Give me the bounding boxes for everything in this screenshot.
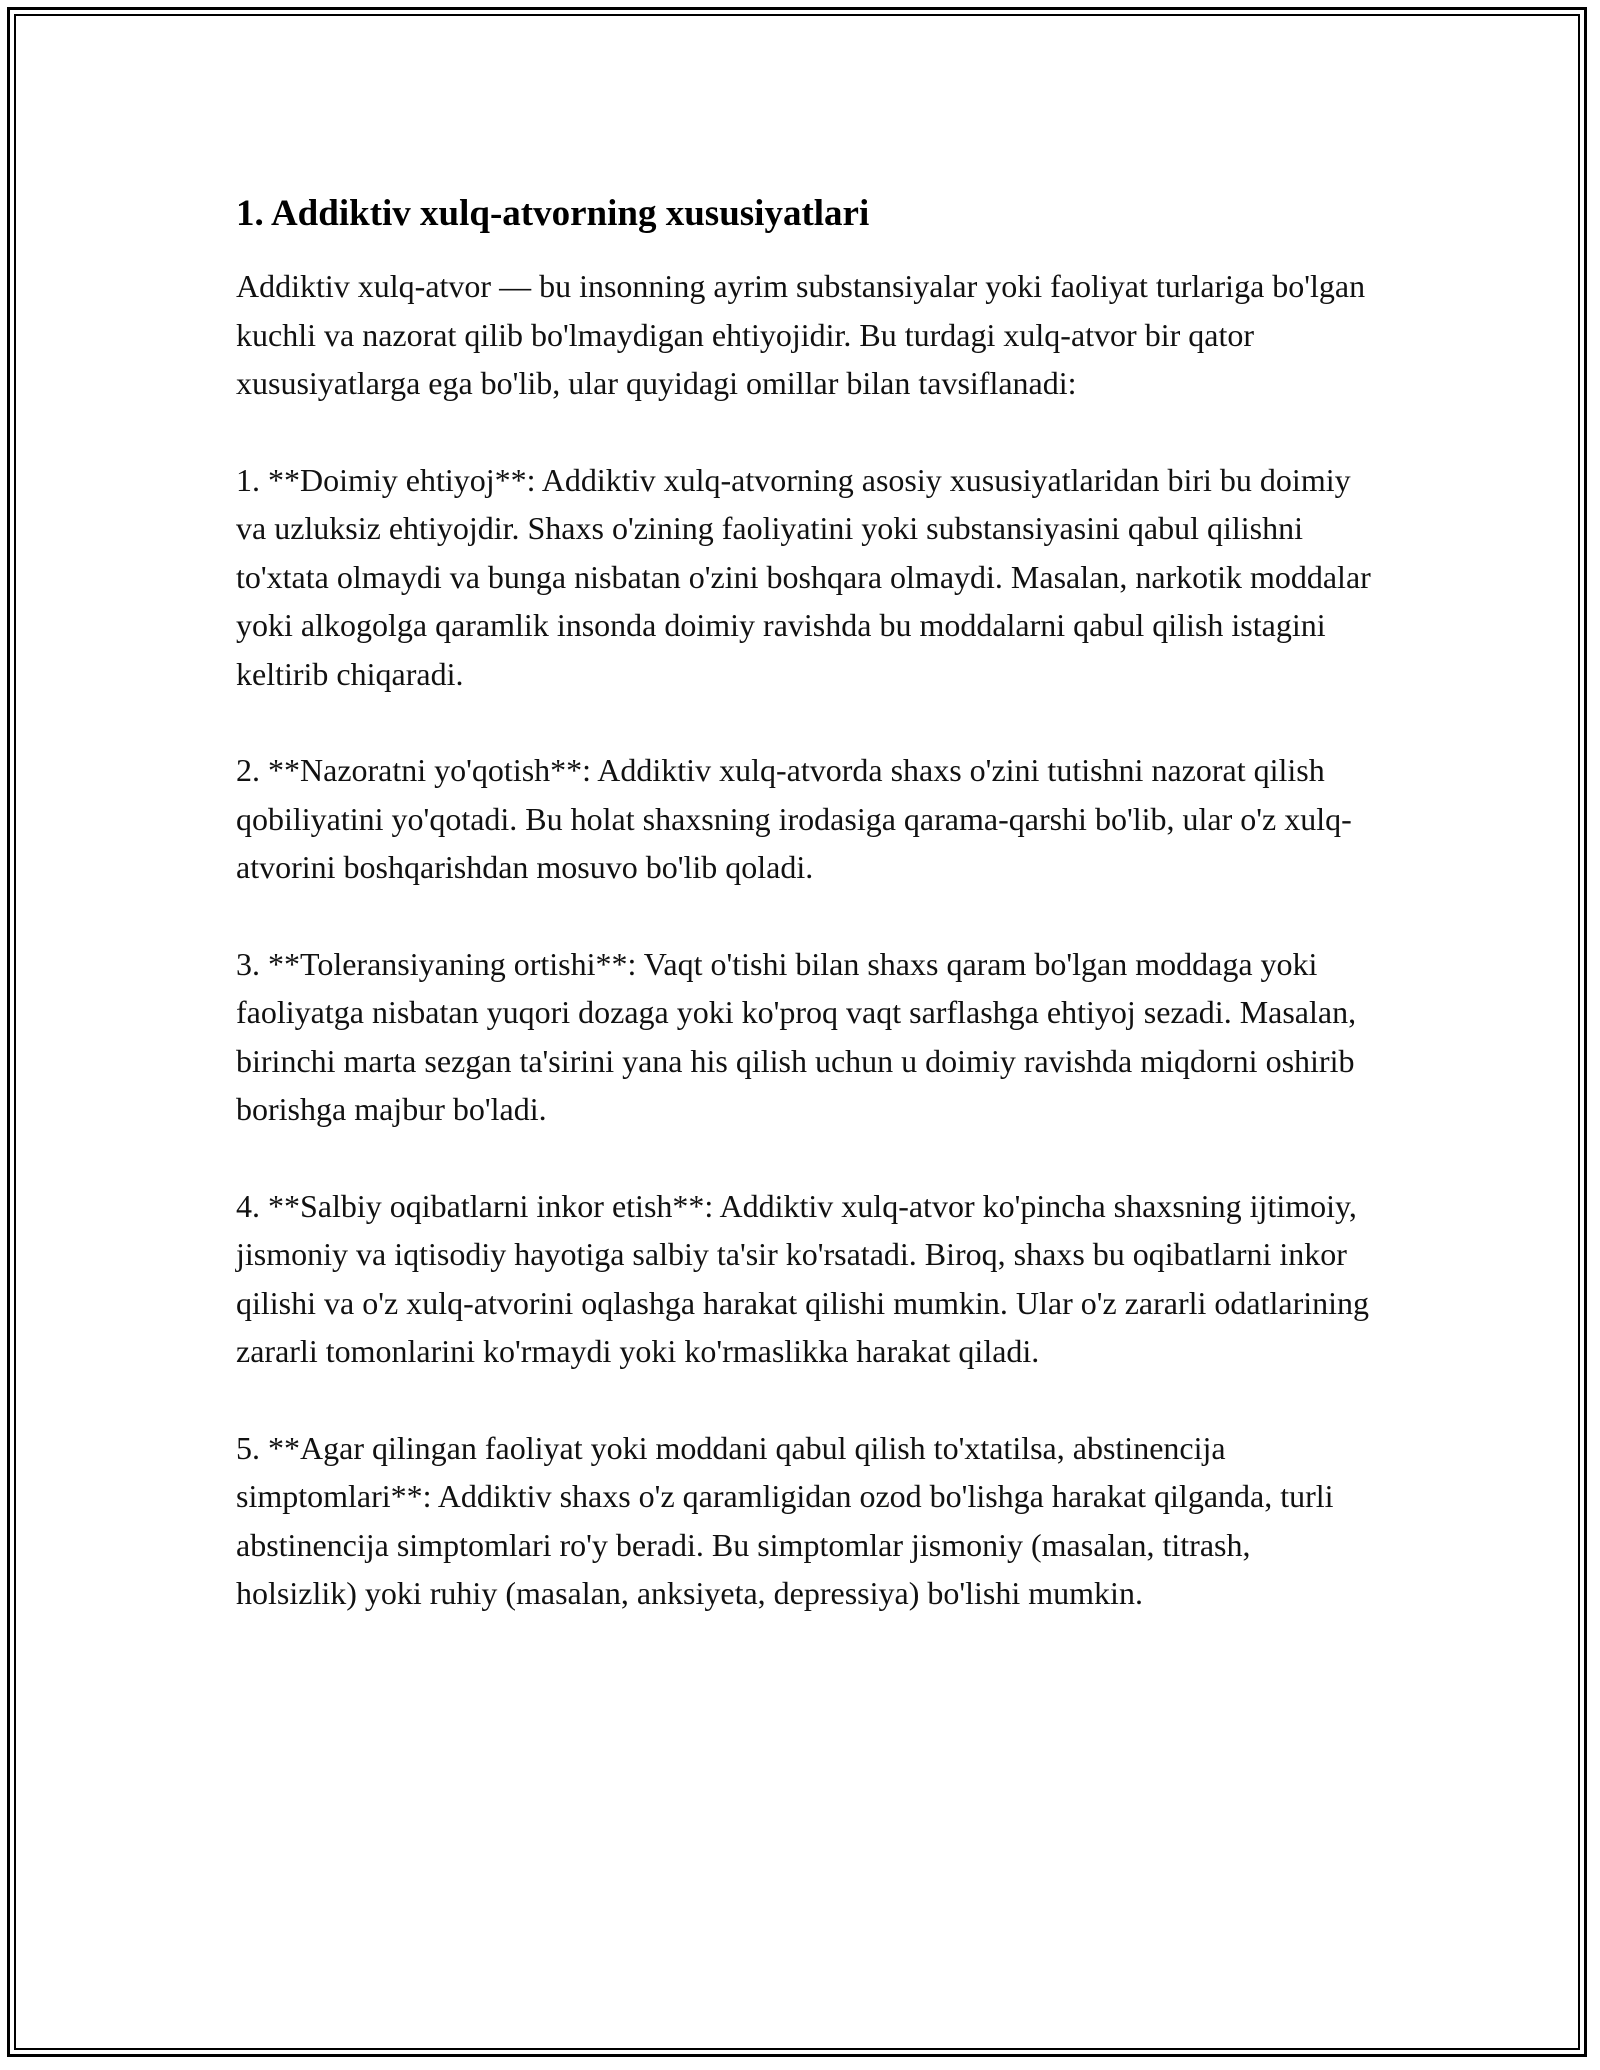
- section-heading: 1. Addiktiv xulq-atvorning xususiyatlari: [236, 193, 870, 234]
- list-item-2: 2. **Nazoratni yo'qotish**: Addiktiv xulq-atvorda shaxs o'zini tutishni nazorat qilish qobiliyatini yo'qotadi. Bu holat shaxsning irodasiga qarama-qarshi bo'lib, ular o'z xulq-atvorini boshqarishdan mosuvo bo'lib qoladi.: [236, 752, 1352, 885]
- document-body: [236, 188, 1376, 1666]
- intro-paragraph: Addiktiv xulq-atvor — bu insonning ayrim substansiyalar yoki faoliyat turlariga bo'lgan kuchli va nazorat qilib bo'lmaydigan ehtiyojidir. Bu turdagi xulq-atvor bir qator xususiyatlarga ega bo'lib, ular quyidagi omillar bilan tavsiflanadi:: [236, 268, 1366, 401]
- list-item-4: 4. **Salbiy oqibatlarni inkor etish**: Addiktiv xulq-atvor ko'pincha shaxsning ijtimoiy, jismoniy va iqtisodiy hayotiga salbiy ta'sir ko'rsatadi. Biroq, shaxs bu oqibatlarni inkor qilishi va o'z xulq-atvorini oqlashga harakat qilishi mumkin. Ular o'z zararli odatlarining zararli tomonlarini ko'rmaydi yoki ko'rmaslikka harakat qiladi.: [236, 1187, 1370, 1369]
- list-item-3: 3. **Toleransiyaning ortishi**: Vaqt o'tishi bilan shaxs qaram bo'lgan moddaga yoki faoliyatga nisbatan yuqori dozaga yoki ko'proq vaqt sarflashga ehtiyoj sezadi. Masalan, birinchi marta sezgan ta'sirini yana his qilish uchun u doimiy ravishda miqdorni oshirib borishga majbur bo'ladi.: [236, 945, 1357, 1127]
- list-item-5: 5. **Agar qilingan faoliyat yoki moddani qabul qilish to'xtatilsa, abstinencija simptomlari**: Addiktiv shaxs o'z qaramligidan ozod bo'lishga harakat qilganda, turli abstinencija simptomlari ro'y beradi. Bu simptomlar jismoniy (masalan, titrash, holsizlik) yoki ruhiy (masalan, anksiyeta, depressiya) bo'lishi mumkin.: [236, 1429, 1334, 1611]
- list-item-1: 1. **Doimiy ehtiyoj**: Addiktiv xulq-atvorning asosiy xususiyatlaridan biri bu doimiy va uzluksiz ehtiyojdir. Shaxs o'zining faoliyatini yoki substansiyasini qabul qilishni to'xtata olmaydi va bunga nisbatan o'zini boshqara olmaydi. Masalan, narkotik moddalar yoki alkogolga qaramlik insonda doimiy ravishda bu moddalarni qabul qilish istagini keltirib chiqaradi.: [236, 461, 1371, 692]
